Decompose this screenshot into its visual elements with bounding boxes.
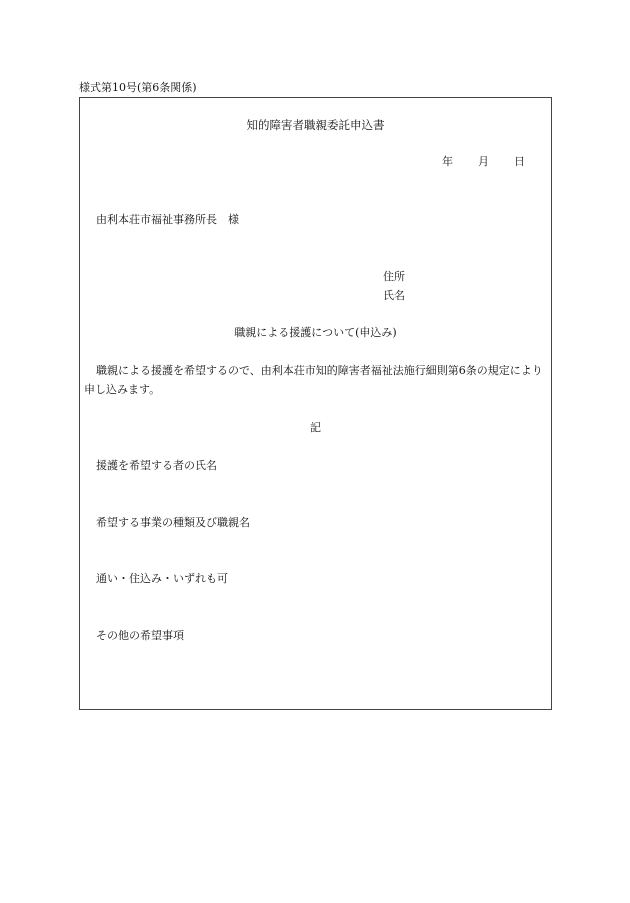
date-month-label: 月 [478,155,489,168]
application-body-text: 職親による援護を希望するので、由利本荘市知的障害者福祉法施行細則第6条の規定により申し込みます。 [84,364,543,396]
item-applicant-name: 援護を希望する者の氏名 [96,459,217,472]
item-commute-option: 通い・住込み・いずれも可 [96,572,228,585]
form-number: 様式第10号(第6条関係) [79,81,197,94]
date-line [442,155,525,169]
applicant-address-label: 住所 [383,270,405,283]
applicant-name-label: 氏名 [383,289,405,302]
item-business-type: 希望する事業の種類及び職親名 [96,516,250,529]
date-day-label: 日 [514,155,525,168]
item-other-requests: その他の希望事項 [96,629,184,642]
addressee: 由利本荘市福祉事務所長 様 [96,213,239,226]
subject-heading: 職親による援護について(申込み) [234,326,397,339]
document-title: 知的障害者職親委託申込書 [246,118,385,132]
application-form-frame [79,97,552,710]
ki-heading: 記 [310,421,321,434]
date-year-label: 年 [442,155,453,168]
